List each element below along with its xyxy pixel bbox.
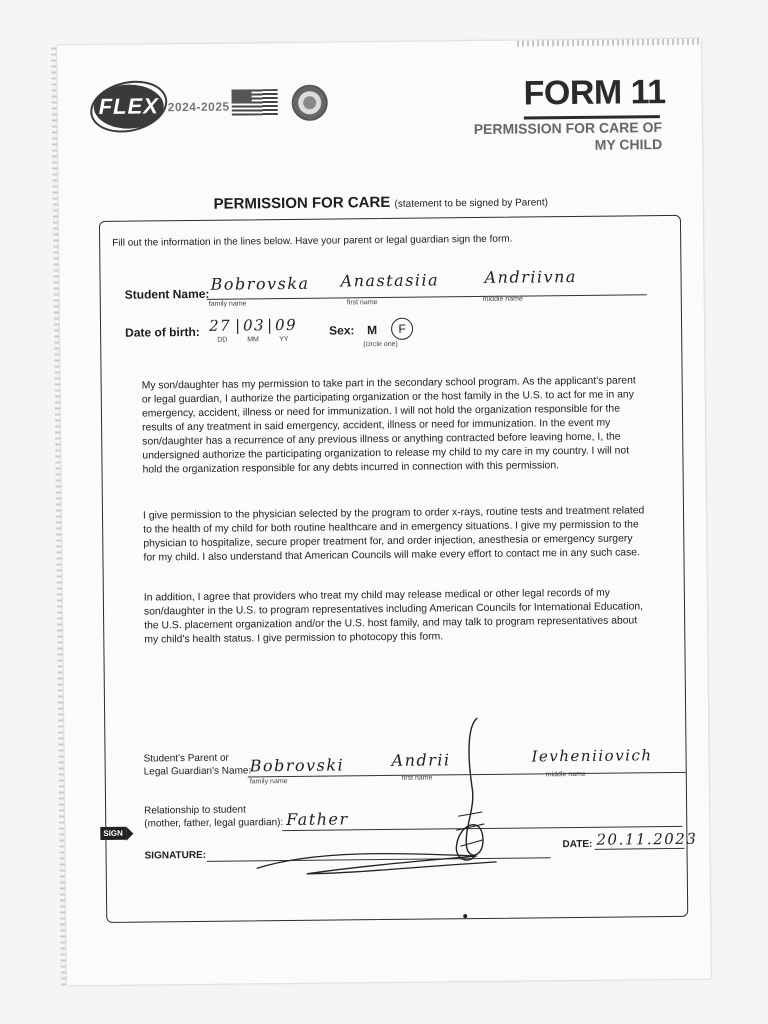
dob-sep-1: | <box>234 316 242 335</box>
date-value: 20.11.2023 <box>596 829 698 849</box>
student-name-line[interactable] <box>207 294 647 300</box>
student-first-name: Anastasiia <box>340 270 440 291</box>
student-family-name: Bobrovska <box>210 273 310 294</box>
student-first-caption: first name <box>346 299 378 307</box>
sex-option-f-circled[interactable]: F <box>391 318 413 340</box>
guardian-label-line2: Legal Guardian's Name: <box>143 765 252 778</box>
guardian-label-line1: Student's Parent or <box>143 752 229 765</box>
sex-option-m[interactable]: M <box>367 323 378 338</box>
section-note: (statement to be signed by Parent) <box>394 197 548 210</box>
relationship-value: Father <box>286 809 349 830</box>
us-flag-icon <box>232 89 278 115</box>
torn-edge-left <box>51 45 66 985</box>
dob-month: 03 <box>242 316 266 335</box>
flex-logo: FLEX <box>94 84 164 129</box>
student-family-caption: family name <box>208 300 247 308</box>
form-subtitle: PERMISSION FOR CARE OF MY CHILD <box>473 119 663 153</box>
sex-label: Sex: <box>329 323 355 338</box>
instructions: Fill out the information in the lines below. Have your parent or legal guardian sign the form. <box>112 233 513 249</box>
consent-paragraph-3: In addition, I agree that providers who treat my child may release medical or other legal records of my son/daughter in the U.S. to program representatives including American Councils for International Education, the U.S. placement organization and/or the U.S. host family, and may talk to program representatives about my child's health status. I give permission to photocopy this form. <box>143 587 644 646</box>
torn-edge-top <box>517 39 701 47</box>
guardian-middle-name: Ievheniiovich <box>531 746 653 766</box>
guardian-family-caption: family name <box>249 778 288 786</box>
dob-year: 09 <box>274 315 298 335</box>
dob-dd-caption: DD <box>217 336 228 344</box>
consent-paragraph-1: My son/daughter has my permission to take part in the secondary school program. As the applicant's parent or legal guardian, I authorize the participating organization or the host family in the U.S. to act for me in any emergency, accident, illness or need for immunization. I will not hold the organization responsible for the results of any treatment in said emergency, accident, illness or need for immunization. In the event my son/daughter has a recurrence of any previous illness or anything contracted before leaving home, I, the undersigned authorize the participating organization to release my child to my care in my country. I will not hold the organization responsible for any debts incurred in connection with this permission. <box>141 375 636 476</box>
dob-yy-caption: YY <box>279 335 289 344</box>
consent-paragraph-2: I give permission to the physician selected by the program to order x-rays, routine tests and treatment related to the health of my child for both routine healthcare and in emergency situations. I give my permission to the physician to hospitalize, secure proper treatment for, and order injection, anesthesia or emergency surgery for my child. I also understand that American Councils will make every effort to contact me in any such case. <box>142 505 645 564</box>
signature-label: SIGNATURE: <box>144 849 207 862</box>
dob-label: Date of birth: <box>125 324 200 340</box>
section-title <box>59 191 703 215</box>
guardian-first-name: Andrii <box>391 750 451 770</box>
student-middle-name: Andriivna <box>484 266 578 287</box>
form-number: FORM 11 <box>523 73 666 113</box>
handwritten-signature-icon <box>245 696 507 879</box>
student-middle-caption: middle name <box>482 295 523 303</box>
form-box <box>99 215 698 923</box>
guardian-middle-caption: middle name <box>545 770 586 779</box>
guardian-family-name: Bobrovski <box>249 755 345 776</box>
relationship-label-line2: (mother, father, legal guardian): <box>144 817 284 830</box>
ink-dot <box>463 914 467 918</box>
circle-one-caption: (circle one) <box>363 340 398 349</box>
dob-mm-caption: MM <box>247 336 259 344</box>
dob-day: 27 <box>208 316 232 335</box>
sign-badge: SIGN <box>100 827 126 840</box>
date-label: DATE: <box>562 838 593 851</box>
student-name-label: Student Name: <box>124 286 210 302</box>
form-page <box>57 39 711 986</box>
relationship-label-line1: Relationship to student <box>144 804 246 817</box>
section-heading: PERMISSION FOR CARE <box>213 193 391 213</box>
guardian-first-caption: first name <box>401 774 433 782</box>
program-year: 2024-2025 <box>167 99 230 115</box>
dob-sep-2: | <box>266 316 274 335</box>
state-department-seal-icon <box>292 85 328 121</box>
